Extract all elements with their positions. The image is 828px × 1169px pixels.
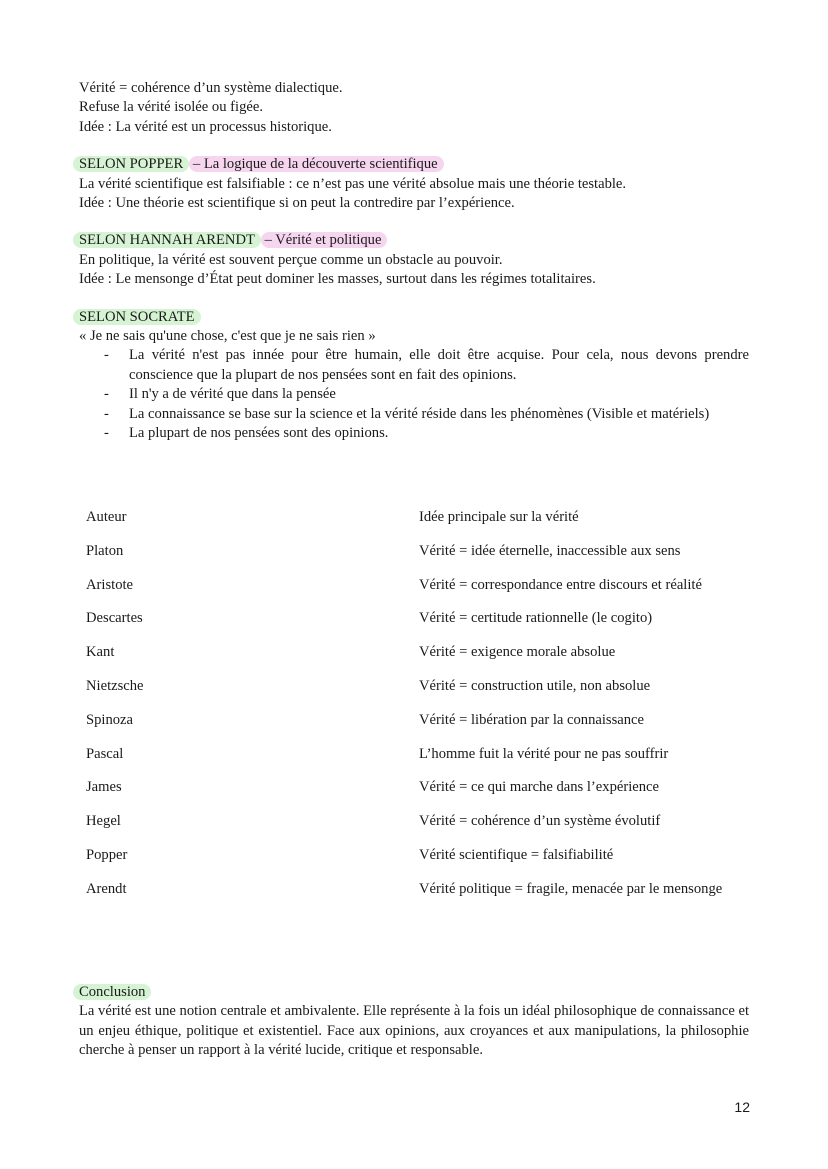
section-conclusion: [79, 983, 749, 1061]
table-row: [86, 576, 738, 610]
table-row: [86, 745, 738, 779]
bullet-marker: -: [104, 386, 109, 403]
section-arendt: [79, 231, 749, 289]
table-row: [86, 812, 738, 846]
table-row: [86, 643, 738, 677]
bullet-text: Il n'y a de vérité que dans la pensée: [129, 386, 336, 403]
intro-line: Refuse la vérité isolée ou figée.: [79, 99, 263, 116]
bullet-text: La vérité n'est pas innée pour être humain, elle doit être acquise. Pour cela, nous devons prendre conscience que la plupart de nos pensées sont en fait des opinions.: [129, 347, 749, 383]
table-row: [86, 677, 738, 711]
bullet-text: La connaissance se base sur la science et la vérité réside dans les phénomènes (Visible et matériels): [129, 405, 710, 422]
list-item: [79, 424, 749, 443]
section-socrate: [79, 308, 749, 444]
table-row: [86, 609, 738, 643]
table-cell-idea: Vérité = ce qui marche dans l’expérience: [419, 779, 659, 796]
section-line: En politique, la vérité est souvent perçue comme un obstacle au pouvoir.: [79, 251, 503, 268]
table-row: [86, 846, 738, 880]
section-line: Idée : Le mensonge d’État peut dominer les masses, surtout dans les régimes totalitaires.: [79, 271, 596, 288]
intro-line: Vérité = cohérence d’un système dialectique.: [79, 80, 343, 96]
table-cell-author: Arendt: [86, 880, 127, 897]
table-cell-idea: Vérité = exigence morale absolue: [419, 644, 616, 661]
table-cell-idea: Vérité scientifique = falsifiabilité: [419, 846, 614, 863]
table-cell-idea: L’homme fuit la vérité pour ne pas souffrir: [419, 745, 669, 762]
bullet-marker: -: [104, 425, 109, 442]
heading-highlight: SELON POPPER: [73, 156, 189, 172]
table-header-cell: Auteur: [86, 509, 127, 525]
table-cell-idea: Vérité = construction utile, non absolue: [419, 677, 651, 694]
table-cell-author: Spinoza: [86, 711, 134, 728]
bullet-text: La plupart de nos pensées sont des opinions.: [129, 425, 389, 442]
bullet-marker: -: [104, 347, 109, 364]
document-page: [79, 79, 749, 444]
list-item: [79, 346, 749, 385]
table-cell-author: Popper: [86, 846, 128, 863]
heading-highlight: SELON HANNAH ARENDT: [73, 232, 261, 248]
intro-block: [79, 79, 749, 137]
intro-line: Idée : La vérité est un processus historique.: [79, 118, 332, 135]
table-row: [86, 880, 738, 914]
table-cell-author: Nietzsche: [86, 677, 144, 694]
authors-table: [86, 508, 738, 914]
table-cell-idea: Vérité = cohérence d’un système évolutif: [419, 813, 661, 830]
section-line: Idée : Une théorie est scientifique si on peut la contredire par l’expérience.: [79, 195, 515, 212]
heading-subtitle: – La logique de la découverte scientifique: [189, 156, 443, 172]
table-cell-idea: Vérité = idée éternelle, inaccessible aux sens: [419, 542, 681, 559]
table-cell-author: Pascal: [86, 745, 124, 762]
table-row: [86, 711, 738, 745]
table-header-cell: Idée principale sur la vérité: [419, 509, 579, 525]
table-header-row: [86, 508, 738, 542]
section-heading: [79, 155, 749, 174]
table-cell-idea: Vérité = correspondance entre discours et réalité: [419, 576, 702, 593]
socrate-quote: « Je ne sais qu'une chose, c'est que je ne sais rien »: [79, 328, 376, 345]
list-item: [79, 385, 749, 404]
socrate-bullet-list: [79, 346, 749, 443]
bullet-marker: -: [104, 405, 109, 422]
page-number: 12: [734, 1099, 750, 1115]
table-cell-idea: Vérité politique = fragile, menacée par le mensonge: [419, 880, 723, 897]
heading-highlight: Conclusion: [73, 984, 151, 1000]
section-popper: [79, 155, 749, 213]
list-item: [79, 405, 749, 424]
heading-subtitle: – Vérité et politique: [261, 232, 388, 248]
table-cell-idea: Vérité = libération par la connaissance: [419, 711, 645, 728]
section-heading: [79, 231, 749, 250]
section-line: La vérité scientifique est falsifiable : ce n’est pas une vérité absolue mais une théorie testable.: [79, 175, 627, 192]
table-cell-author: Descartes: [86, 610, 143, 627]
heading-highlight: SELON SOCRATE: [73, 309, 201, 325]
table-cell-author: Aristote: [86, 576, 134, 593]
table-cell-author: James: [86, 779, 122, 796]
section-heading: [79, 983, 749, 1002]
table-cell-author: Kant: [86, 644, 115, 661]
conclusion-text: La vérité est une notion centrale et ambivalente. Elle représente à la fois un idéal philosophique de connaissance et un enjeu éthique, politique et existentiel. Face aux opinions, aux croyances et aux manipulations, la philosophie cherche à penser un rapport à la vérité lucide, critique et responsable.: [79, 1003, 749, 1059]
table-cell-author: Platon: [86, 542, 124, 559]
table-row: [86, 542, 738, 576]
table-cell-author: Hegel: [86, 813, 121, 830]
section-heading: [79, 308, 749, 327]
table-cell-idea: Vérité = certitude rationnelle (le cogito): [419, 610, 653, 627]
table-row: [86, 778, 738, 812]
